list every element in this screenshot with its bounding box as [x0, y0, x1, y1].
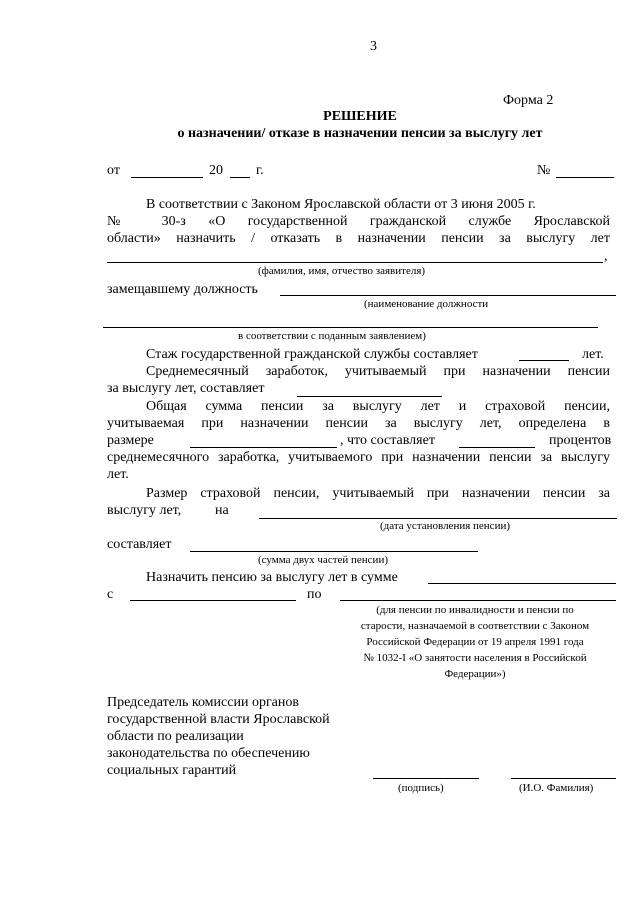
to-label: по	[307, 587, 322, 602]
service-length-field-line[interactable]	[519, 360, 569, 361]
position-field-line[interactable]	[280, 295, 616, 296]
insurance-line-2a: выслугу лет,	[107, 503, 182, 518]
total-line-4: среднемесячного заработка, учитываемого при назначении пенсии за выслугу	[107, 450, 610, 465]
total-line-3-size: размере	[107, 433, 154, 448]
total-line-5: лет.	[107, 467, 129, 482]
insurance-line-1: Размер страховой пенсии, учитываемый при назначении пенсии за	[146, 486, 610, 501]
amounts-to-label: составляет	[107, 537, 172, 552]
position-continuation-line[interactable]	[103, 327, 598, 328]
date-established-field-line[interactable]	[259, 518, 617, 519]
signatory-line-1: Председатель комиссии органов	[107, 695, 300, 710]
from-label: с	[107, 587, 114, 602]
note-caption-line-1: (для пенсии по инвалидности и пенсии по	[376, 604, 574, 616]
date-established-caption: (дата установления пенсии)	[380, 520, 511, 532]
fio-field-line[interactable]	[107, 262, 603, 263]
note-caption-line-2: старости, назначаемой в соответствии с Законом	[360, 620, 590, 632]
name-caption: (И.О. Фамилия)	[519, 782, 594, 794]
service-length-text: Стаж государственной гражданской службы составляет	[146, 347, 478, 362]
total-line-3-percent: процентов	[549, 433, 612, 448]
total-line-2: учитываемая при назначении пенсии за выслугу лет, определена в	[107, 416, 610, 431]
insurance-line-2b: на	[215, 503, 229, 518]
pension-amount-field-line[interactable]	[428, 583, 616, 584]
name-field-line[interactable]	[511, 778, 616, 779]
held-position-label: замещавшему должность	[107, 282, 258, 297]
years-label: лет.	[582, 347, 604, 362]
sum-two-parts-field-line[interactable]	[190, 551, 478, 552]
total-line-3-which: , что составляет	[340, 433, 435, 448]
note-caption-line-3: Российской Федерации от 19 апреля 1991 года	[366, 636, 584, 648]
year-field-line[interactable]	[230, 177, 250, 178]
fio-caption: (фамилия, имя, отчество заявителя)	[258, 265, 426, 277]
total-line-1: Общая сумма пенсии за выслугу лет и страховой пенсии,	[146, 399, 610, 414]
total-amount-field-line[interactable]	[190, 447, 337, 448]
date-field-line[interactable]	[131, 177, 203, 178]
form-label: Форма 2	[503, 93, 554, 108]
document-title: РЕШЕНИЕ	[323, 109, 397, 124]
intro-line-1: В соответствии с Законом Ярославской области от 3 июня 2005 г.	[146, 197, 536, 212]
signature-field-line[interactable]	[373, 778, 479, 779]
avg-earnings-line-1: Среднемесячный заработок, учитываемый при назначении пенсии	[146, 364, 610, 379]
date-from-label: от	[107, 163, 120, 178]
year-suffix: г.	[256, 163, 264, 178]
signatory-line-5: социальных гарантий	[107, 763, 237, 778]
note-caption-line-4: № 1032-I «О занятости населения в Российской	[363, 652, 587, 664]
assign-pension-text: Назначить пенсию за выслугу лет в сумме	[146, 570, 398, 585]
fio-comma: ,	[604, 249, 608, 264]
note-caption-line-5: Федерации»)	[444, 668, 506, 680]
intro-line-3: области» назначить / отказать в назначении пенсии за выслугу лет	[107, 231, 610, 246]
percent-field-line[interactable]	[459, 447, 535, 448]
number-label: №	[537, 163, 551, 178]
to-date-field-line[interactable]	[340, 600, 616, 601]
signatory-line-4: законодательства по обеспечению	[107, 746, 310, 761]
signatory-line-3: области по реализации	[107, 729, 244, 744]
year-prefix: 20	[209, 163, 223, 178]
avg-earnings-line-2: за выслугу лет, составляет	[107, 381, 265, 396]
intro-line-2: № 30-з «О государственной гражданской службе Ярославской	[107, 214, 610, 229]
position-caption: (наименование должности	[364, 298, 489, 310]
number-field-line[interactable]	[556, 177, 614, 178]
signature-caption: (подпись)	[398, 782, 444, 794]
sum-two-parts-caption: (сумма двух частей пенсии)	[258, 554, 388, 566]
per-application-caption: в соответствии с поданным заявлением)	[238, 330, 426, 342]
signatory-line-2: государственной власти Ярославской	[107, 712, 330, 727]
page-number: 3	[370, 39, 377, 54]
from-date-field-line[interactable]	[130, 600, 296, 601]
avg-earnings-field-line[interactable]	[297, 396, 442, 397]
document-subtitle: о назначении/ отказе в назначении пенсии за выслугу лет	[177, 126, 543, 141]
